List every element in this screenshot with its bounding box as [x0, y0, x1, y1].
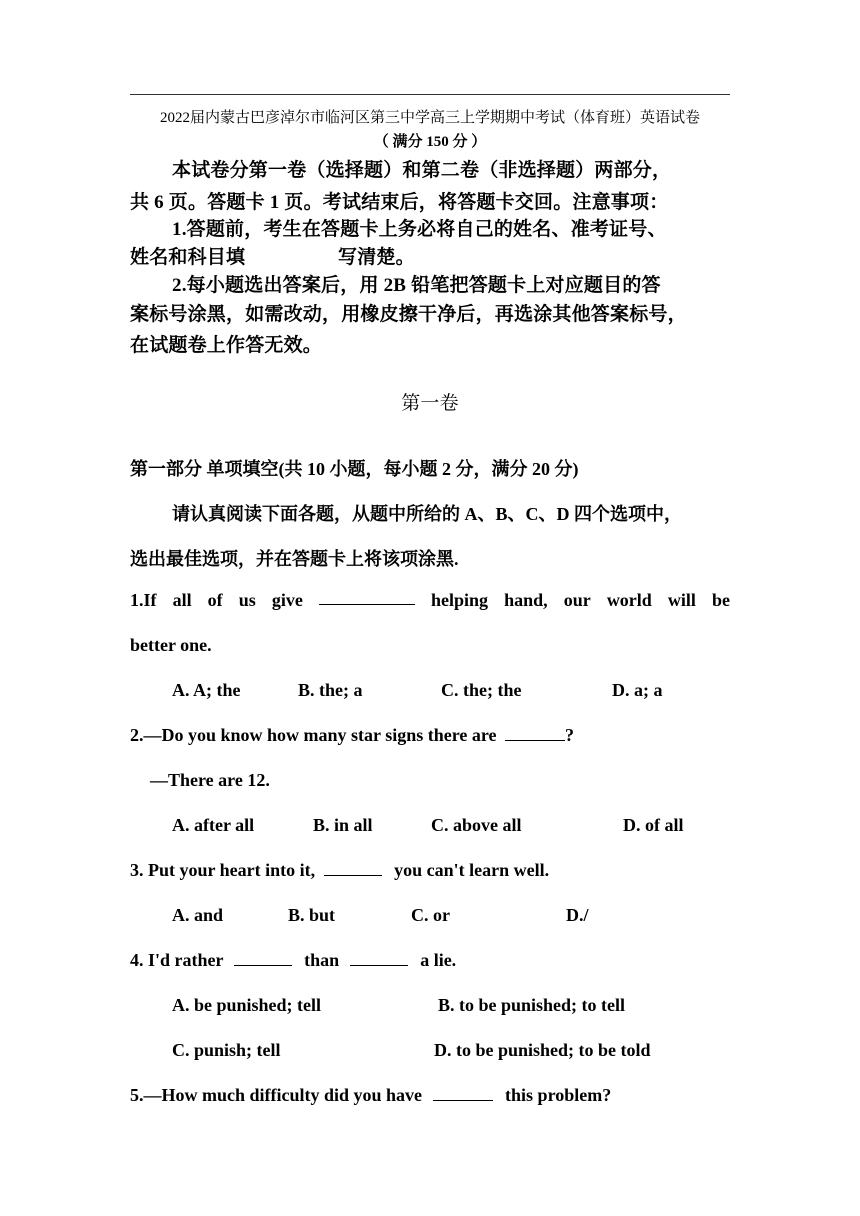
full-score: （ 满分 150 分 ）: [373, 134, 487, 150]
q5-answer-blank[interactable]: [433, 1086, 493, 1101]
q1-option-a[interactable]: A. A; the: [172, 680, 241, 700]
exam-title: 2022届内蒙古巴彦淖尔市临河区第三中学高三上学期期中考试（体育班）英语试卷: [159, 110, 700, 126]
question-5-stem: [130, 1085, 611, 1106]
q2-answer-blank[interactable]: [505, 726, 565, 741]
intro-line-7: 在试题卷上作答无效。: [130, 335, 323, 356]
q1-option-b[interactable]: B. the; a: [298, 680, 363, 700]
q3-option-d[interactable]: D./: [566, 905, 589, 925]
q1-word: us: [238, 590, 256, 610]
q2-option-c[interactable]: C. above all: [431, 815, 522, 835]
q1-word: give: [271, 590, 303, 610]
q1-option-c[interactable]: C. the; the: [441, 680, 522, 700]
q3-option-a[interactable]: A. and: [172, 905, 224, 925]
question-4-stem: [130, 950, 456, 971]
question-3-stem: [130, 860, 549, 881]
q4-stem-after: a lie.: [420, 950, 457, 970]
q3-stem-after: you can't learn well.: [394, 860, 550, 880]
q4-answer-blank-2[interactable]: [350, 951, 408, 966]
q5-stem-before: 5.—How much difficulty did you have: [130, 1085, 423, 1105]
q1-word: our: [563, 590, 591, 610]
q5-stem-after: this problem?: [505, 1085, 612, 1105]
q2-option-a[interactable]: A. after all: [172, 815, 255, 835]
intro-line-6: 案标号涂黑，如需改动，用橡皮擦干净后，再选涂其他答案标号，: [130, 304, 687, 325]
q1-word: helping: [431, 590, 489, 610]
q3-option-b[interactable]: B. but: [288, 905, 336, 925]
question-1-stem: [130, 590, 730, 611]
part1-instruction-2: 选出最佳选项，并在答题卡上将该项涂黑.: [130, 549, 459, 569]
q3-answer-blank[interactable]: [324, 861, 382, 876]
q2-option-d[interactable]: D. of all: [623, 815, 684, 835]
intro-line-2: 共 6 页。答题卡 1 页。考试结束后，将答题卡交回。注意事项：: [130, 192, 669, 213]
q2-stem-after: ?: [565, 725, 575, 745]
header-rule: [130, 94, 730, 95]
q2-option-b[interactable]: B. in all: [313, 815, 373, 835]
q3-option-c[interactable]: C. or: [411, 905, 450, 925]
q1-word: world: [606, 590, 652, 610]
q4-answer-blank-1[interactable]: [234, 951, 292, 966]
q1-word: hand,: [504, 590, 548, 610]
q2-reply: —There are 12.: [150, 770, 270, 790]
q1-word: all: [172, 590, 192, 610]
part1-instruction-1: 请认真阅读下面各题，从题中所给的 A、B、C、D 四个选项中，: [172, 504, 683, 524]
q4-option-c[interactable]: C. punish; tell: [172, 1040, 281, 1060]
q3-stem-before: 3. Put your heart into it,: [130, 860, 316, 880]
q4-option-d[interactable]: D. to be punished; to be told: [434, 1040, 651, 1060]
q2-stem-before: 2.—Do you know how many star signs there are: [130, 725, 497, 745]
q4-option-b[interactable]: B. to be punished; to tell: [438, 995, 626, 1015]
q1-word: be: [711, 590, 730, 610]
q1-answer-blank[interactable]: [319, 590, 415, 605]
intro-line-4a: 姓名和科目填: [130, 247, 246, 268]
intro-line-5: 2.每小题选出答案后，用 2B 铅笔把答题卡上对应题目的答: [172, 275, 661, 296]
q4-option-a[interactable]: A. be punished; tell: [172, 995, 322, 1015]
q4-stem-mid: than: [304, 950, 340, 970]
q1-word: will: [667, 590, 696, 610]
q1-option-d[interactable]: D. a; a: [612, 680, 663, 700]
volume-title: 第一卷: [401, 393, 459, 414]
intro-line-1: 本试卷分第一卷（选择题）和第二卷（非选择题）两部分，: [172, 160, 672, 181]
q1-continuation: better one.: [130, 635, 212, 655]
part1-title: 第一部分 单项填空(共 10 小题，每小题 2 分，满分 20 分): [130, 459, 579, 479]
question-2-stem: [130, 725, 574, 746]
q1-word: of: [207, 590, 223, 610]
intro-line-4b: 写清楚。: [338, 247, 415, 268]
q4-stem-before: 4. I'd rather: [130, 950, 224, 970]
intro-line-3: 1.答题前，考生在答题卡上务必将自己的姓名、准考证号、: [172, 219, 667, 240]
q1-word: 1.If: [130, 590, 157, 610]
